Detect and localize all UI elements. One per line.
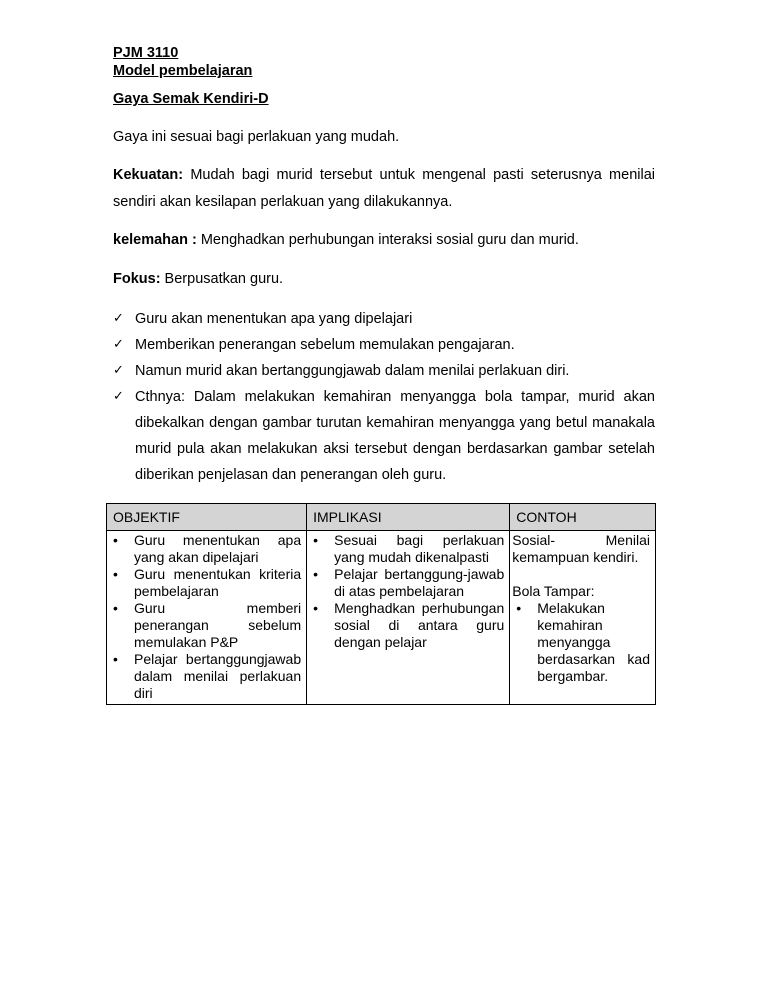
- table-row: [107, 531, 656, 705]
- contoh-sosial-b: Menilai: [605, 532, 650, 548]
- header-contoh: CONTOH: [510, 504, 656, 531]
- checklist-item-text: Guru akan menentukan apa yang dipelajari: [135, 311, 413, 327]
- bullet-icon: •: [113, 600, 118, 616]
- checklist-item: [113, 332, 655, 358]
- course-code: PJM 3110: [113, 45, 179, 61]
- kelemahan-text: Menghadkan perhubungan interaksi sosial guru dan murid.: [196, 232, 579, 248]
- checklist-item-text: Namun murid akan bertanggungjawab dalam menilai perlakuan diri.: [135, 363, 570, 379]
- objektif-list: [109, 532, 301, 702]
- objektif-text: Pelajar bertanggungjawab dalam menilai perlakuan diri: [134, 651, 302, 701]
- table-header-row: [107, 504, 656, 531]
- objektif-text: Guru menentukan apa yang akan dipelajari: [134, 532, 302, 565]
- bullet-icon: •: [516, 600, 522, 616]
- implikasi-text: Menghadkan perhubungan sosial di antara guru dengan pelajar: [334, 600, 505, 650]
- fokus-text: Berpusatkan guru.: [160, 271, 284, 287]
- fokus-label: Fokus:: [113, 271, 161, 287]
- bullet-icon: •: [313, 600, 319, 616]
- subject-title: Model pembelajaran: [113, 63, 253, 79]
- objektif-text: Guru memberi penerangan sebelum memulakan P&P: [134, 600, 302, 650]
- kelemahan-paragraph: [113, 227, 655, 254]
- bullet-icon: •: [313, 532, 319, 548]
- objektif-text: Guru menentukan kriteria pembelajaran: [134, 566, 302, 599]
- checklist-item: [113, 306, 655, 332]
- header-objektif: OBJEKTIF: [107, 504, 307, 531]
- implikasi-text: Sesuai bagi perlakuan yang mudah dikenalpasti: [334, 532, 505, 565]
- contoh-bola-heading: Bola Tampar:: [512, 583, 595, 599]
- implikasi-text: Pelajar bertanggung-jawab di atas pembelajaran: [334, 566, 505, 599]
- fokus-paragraph: [113, 266, 655, 293]
- implikasi-list: [309, 532, 504, 651]
- section-title: Gaya Semak Kendiri-D: [113, 91, 269, 107]
- kekuatan-label: Kekuatan:: [113, 167, 184, 183]
- list-item: [109, 651, 301, 702]
- check-icon: ✓: [113, 389, 124, 404]
- checklist-item: [113, 358, 655, 384]
- checklist-item-text: Memberikan penerangan sebelum memulakan pengajaran.: [135, 337, 515, 353]
- checklist-item-text: Cthnya: Dalam melakukan kemahiran menyangga bola tampar, murid akan dibekalkan dengan gambar turutan kemahiran menyangga yang betul manakala murid pula akan melakukan aksi tersebut dengan berdasarkan gambar setelah diberikan penjelasan dan penerangan oleh guru.: [135, 389, 655, 483]
- list-item: [109, 566, 301, 600]
- check-icon: ✓: [113, 363, 124, 378]
- bullet-icon: •: [313, 566, 319, 582]
- objektif-table: [106, 503, 656, 705]
- kekuatan-paragraph: [113, 162, 655, 216]
- contoh-bola-list: [512, 600, 650, 685]
- list-item: [109, 532, 301, 566]
- checklist-item: [113, 384, 655, 488]
- list-item: [309, 566, 504, 600]
- bullet-icon: •: [113, 532, 118, 548]
- header-implikasi: IMPLIKASI: [307, 504, 510, 531]
- contoh-cell: [510, 531, 656, 705]
- checklist: [113, 306, 655, 488]
- kekuatan-text: Mudah bagi murid tersebut untuk mengenal pasti seterusnya menilai sendiri akan kesilapan perlakuan yang dilakukannya.: [113, 167, 655, 210]
- implikasi-cell: [307, 531, 510, 705]
- check-icon: ✓: [113, 311, 124, 326]
- spacer: [512, 566, 650, 583]
- objektif-cell: [107, 531, 307, 705]
- list-item: [309, 600, 504, 651]
- bullet-icon: •: [113, 651, 118, 667]
- list-item: [109, 600, 301, 651]
- contoh-sosial-a: Sosial-: [512, 532, 556, 548]
- check-icon: ✓: [113, 337, 124, 352]
- bullet-icon: •: [113, 566, 118, 582]
- list-item: [512, 600, 650, 685]
- contoh-bola-text: Melakukan kemahiran menyangga berdasarkan kad bergambar.: [537, 600, 650, 684]
- kelemahan-label: kelemahan :: [113, 232, 197, 248]
- contoh-sosial-line: [512, 532, 650, 549]
- intro-paragraph: Gaya ini sesuai bagi perlakuan yang mudah.: [113, 129, 400, 145]
- list-item: [309, 532, 504, 566]
- contoh-sosial-rest: kemampuan kendiri.: [512, 549, 639, 565]
